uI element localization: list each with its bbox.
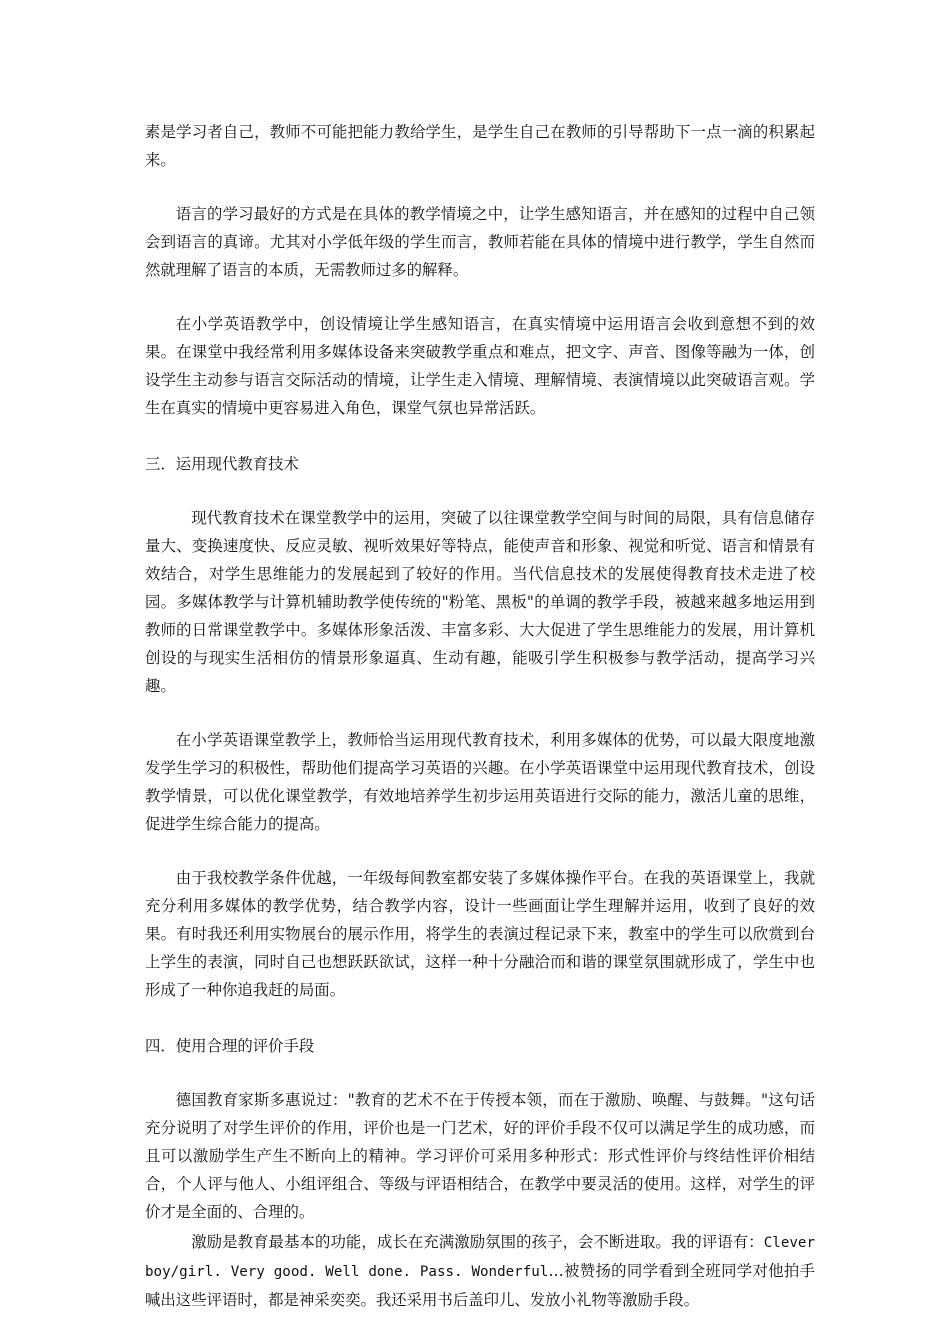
praise-phrases: Clever boy/girl. Very good. Well done. Pass. Wonderful [145, 1235, 815, 1280]
paragraph-classroom-practice: 由于我校教学条件优越，一年级每间教室都安装了多媒体操作平台。在我的英语课堂上，我就充分利用多媒体的教学优势，结合教学内容，设计一些画面让学生理解并运用，收到了良好的效果。有时我还利用实物展台的展示作用，将学生的表演过程记录下来，教室中的学生可以欣赏到台上学生的表演，同时自己也想跃跃欲试，这样一种十分融洽而和谐的课堂氛围就形成了，学生中也形成了一种你追我赶的局面。 [145, 869, 815, 999]
paragraph-multimedia-advantage: 在小学英语课堂教学上，教师恰当运用现代教育技术，利用多媒体的优势，可以最大限度地激发学生学习的积极性，帮助他们提高学习英语的兴趣。在小学英语课堂中运用现代教育技术，创设教学情景，可以优化课堂教学，有效地培养学生初步运用英语进行交际的能力，激活儿童的思维，促进学生综合能力的提高。 [145, 731, 815, 833]
paragraph-situational-teaching: 在小学英语教学中，创设情境让学生感知语言，在真实情境中运用语言会收到意想不到的效果。在课堂中我经常利用多媒体设备来突破教学重点和难点，把文字、声音、图像等融为一体，创设学生主动参与语言交际活动的情境，让学生走入情境、理解情境、表演情境以此突破语言观。学生在真实的情境中更容易进入角色，课堂气氛也异常活跃。 [145, 315, 815, 417]
document-page [145, 118, 815, 1314]
paragraph-evaluation: 德国教育家斯多惠说过："教育的艺术不在于传授本领，而在于激励、唤醒、与鼓舞。"这句话充分说明了对学生评价的作用，评价也是一门艺术，好的评价手段不仅可以满足学生的成功感，而且可以激励学生产生不断向上的精神。学习评价可采用多种形式：形式性评价与终结性评价相结合，个人评与他人、小组评组合、等级与评语相结合，在教学中要灵活的使用。这样，对学生的评价才是全面的、合理的。 [145, 1091, 815, 1221]
paragraph-encouragement [145, 1228, 815, 1314]
section-heading-3: 三．运用现代教育技术 [145, 455, 299, 473]
paragraph-language-context: 语言的学习最好的方式是在具体的教学情境之中，让学生感知语言，并在感知的过程中自己领会到语言的真谛。尤其对小学低年级的学生而言，教师若能在具体的情境中进行教学，学生自然而然就理解了语言的本质，无需教师过多的解释。 [145, 205, 815, 279]
paragraph-continuation: 素是学习者自己，教师不可能把能力教给学生，是学生自己在教师的引导帮助下一点一滴的积累起来。 [145, 123, 815, 169]
section-heading-4: 四．使用合理的评价手段 [145, 1037, 315, 1055]
encouragement-outro: …被赞扬的同学看到全班同学对他拍手喊出这些评语时，都是神采奕奕。我还采用书后盖印儿、发放小礼物等激励手段。 [145, 1262, 815, 1309]
paragraph-modern-technology: 现代教育技术在课堂教学中的运用，突破了以往课堂教学空间与时间的局限，具有信息储存量大、变换速度快、反应灵敏、视听效果好等特点，能使声音和形象、视觉和听觉、语言和情景有效结合，对学生思维能力的发展起到了较好的作用。当代信息技术的发展使得教育技术走进了校园。多媒体教学与计算机辅助教学使传统的"粉笔、黑板"的单调的教学手段，被越来越多地运用到教师的日常课堂教学中。多媒体形象活泼、丰富多彩、大大促进了学生思维能力的发展，用计算机创设的与现实生活相仿的情景形象逼真、生动有趣，能吸引学生积极参与教学活动，提高学习兴趣。 [145, 509, 815, 695]
encouragement-intro: 激励是教育最基本的功能，成长在充满激励氛围的孩子，会不断进取。我的评语有： [191, 1233, 764, 1251]
